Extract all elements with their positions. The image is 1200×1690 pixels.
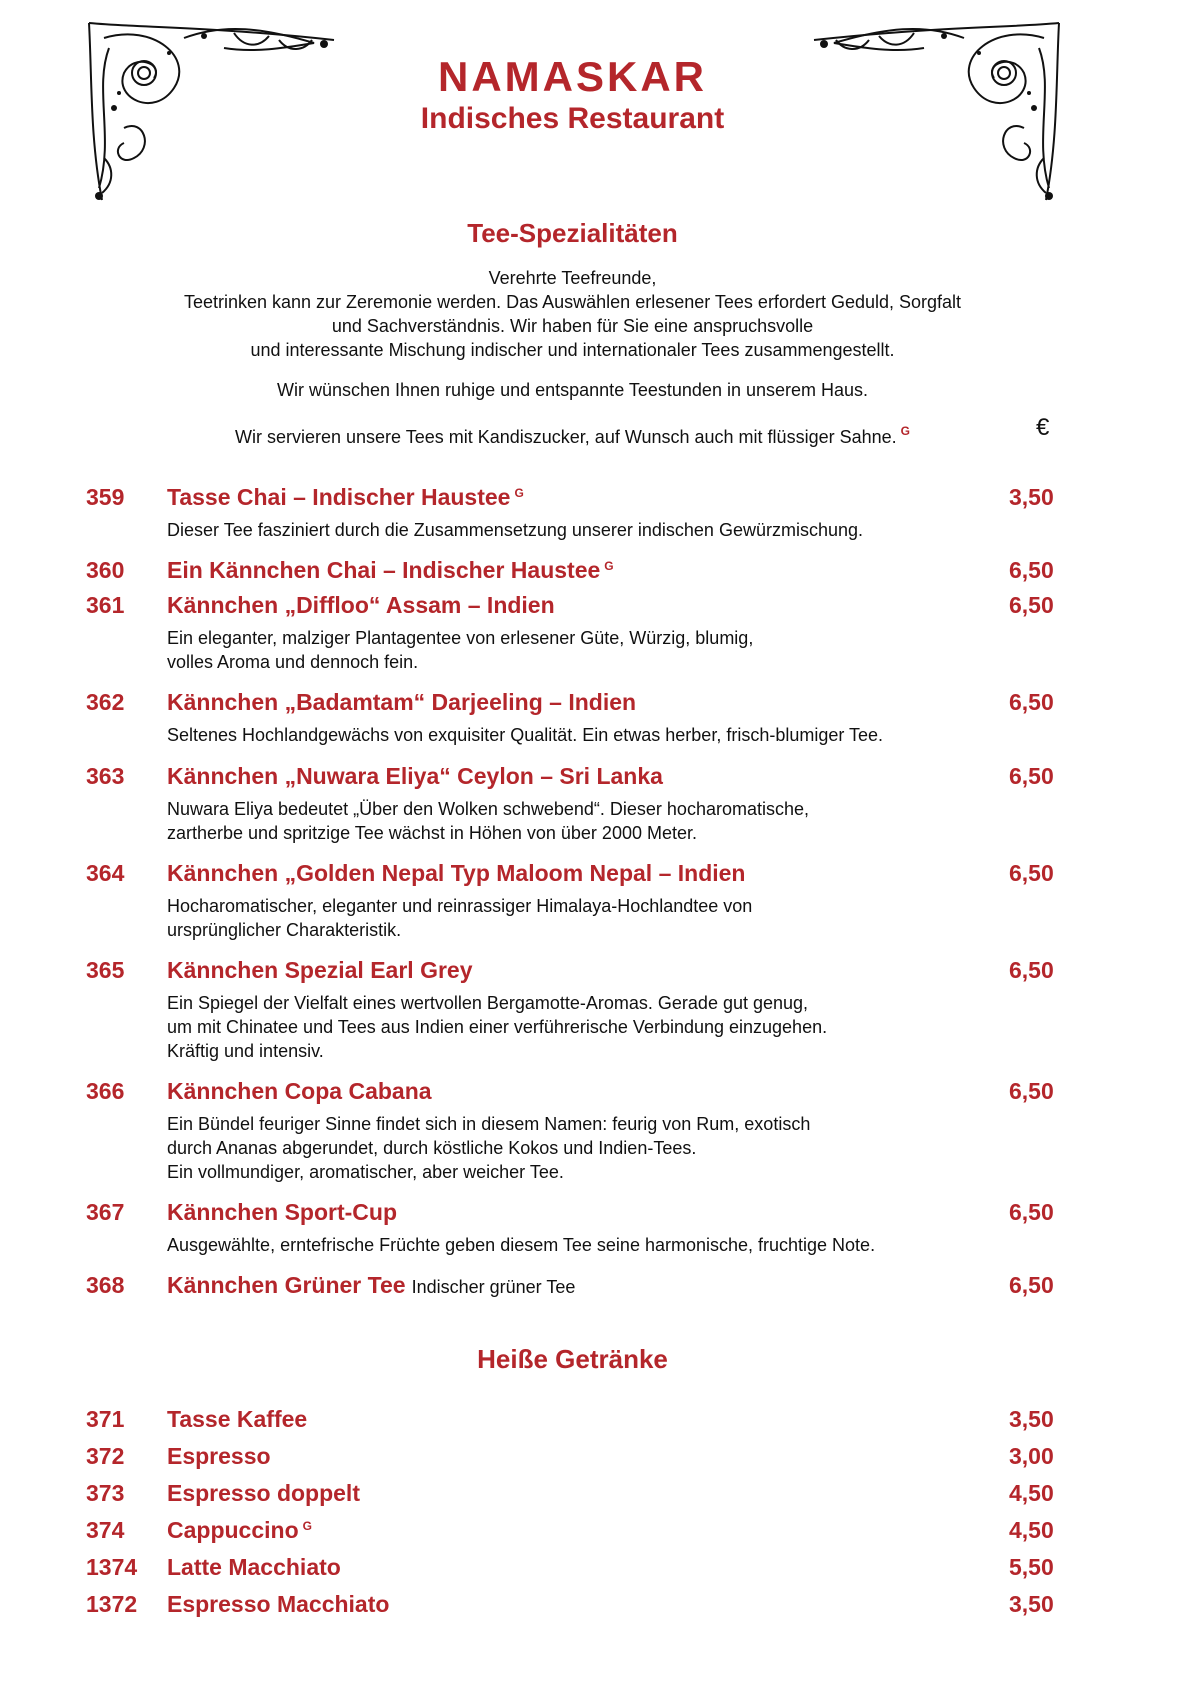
item-price: 3,50 (1009, 1406, 1054, 1432)
allergen-mark: G (604, 559, 614, 573)
item-price: 6,50 (1009, 1199, 1054, 1225)
restaurant-name: NAMASKAR (438, 53, 707, 100)
item-inline-description: Indischer grüner Tee (411, 1277, 576, 1297)
item-price: 6,50 (1009, 860, 1054, 886)
restaurant-header (0, 54, 1145, 136)
item-number: 374 (86, 1517, 125, 1543)
hot-drinks-section-title: Heiße Getränke (477, 1344, 668, 1374)
item-description: Ein Bündel feuriger Sinne findet sich in diesem Namen: feurig von Rum, exotisch durch Ananas abgerundet, durch köstliche Kokos und Indien-Tees. Ein vollmundiger, aromatischer, aber weicher Tee. (167, 1114, 811, 1182)
item-number: 365 (86, 957, 125, 983)
item-price: 6,50 (1009, 1078, 1054, 1104)
serve-note-text: Wir servieren unsere Tees mit Kandiszucker, auf Wunsch auch mit flüssiger Sahne. (235, 427, 897, 447)
tea-wish: Wir wünschen Ihnen ruhige und entspannte Teestunden in unserem Haus. (276, 380, 869, 400)
item-name: Kännchen „Nuwara Eliya“ Ceylon – Sri Lanka (167, 763, 663, 789)
item-price: 3,50 (1009, 484, 1054, 510)
item-price: 6,50 (1009, 1272, 1054, 1298)
item-price: 4,50 (1009, 1517, 1054, 1543)
item-description: Nuwara Eliya bedeutet „Über den Wolken schwebend“. Dieser hocharomatische, zartherbe und spritzige Tee wächst in Höhen von über 2000 Meter. (167, 799, 809, 843)
item-number: 373 (86, 1480, 125, 1506)
item-price: 6,50 (1009, 689, 1054, 715)
item-name: Ein Kännchen Chai – Indischer Haustee $^G$ (167, 557, 614, 583)
item-number: 361 (86, 592, 125, 618)
item-number: 363 (86, 763, 125, 789)
currency-symbol: € (1036, 414, 1050, 441)
intro-line: und Sachverständnis. Wir haben für Sie eine anspruchsvolle (331, 316, 814, 336)
item-name: Kännchen Grüner Tee Indischer grüner Tee (167, 1272, 576, 1298)
item-description: Ein eleganter, malziger Plantagentee von erlesener Güte, Würzig, blumig, volles Aroma und dennoch fein. (167, 628, 754, 672)
item-name: Cappuccino $^G$ (167, 1517, 312, 1543)
allergen-mark: G (302, 1519, 312, 1533)
allergen-mark: G (900, 424, 910, 438)
item-price: 6,50 (1009, 957, 1054, 983)
tea-intro (0, 266, 1145, 362)
item-name: Kännchen Sport-Cup (167, 1199, 397, 1225)
item-name: Kännchen „Badamtam“ Darjeeling – Indien (167, 689, 637, 715)
item-number: 368 (86, 1272, 125, 1298)
tea-section-title: Tee-Spezialitäten (467, 218, 678, 248)
item-description: Ein Spiegel der Vielfalt eines wertvollen Bergamotte-Aromas. Gerade gut genug, um mit Chinatee und Tees aus Indien einer verführerische Verbindung einzugehen. Kräftig und intensiv. (167, 993, 828, 1061)
intro-line: und interessante Mischung indischer und internationaler Tees zusammengestellt. (250, 340, 895, 360)
item-price: 4,50 (1009, 1480, 1054, 1506)
item-price: 5,50 (1009, 1554, 1054, 1580)
item-price: 6,50 (1009, 557, 1054, 583)
item-name: Kännchen „Golden Nepal Typ Maloom Nepal – Indien (167, 860, 746, 886)
item-number: 364 (86, 860, 125, 886)
allergen-mark: G (514, 486, 524, 500)
item-name: Latte Macchiato (167, 1554, 341, 1580)
intro-line: Verehrte Teefreunde, (488, 268, 657, 288)
item-name: Espresso doppelt (167, 1480, 360, 1506)
item-description: Ausgewählte, erntefrische Früchte geben diesem Tee seine harmonische, fruchtige Note. (167, 1235, 876, 1255)
restaurant-subtitle: Indisches Restaurant (420, 102, 725, 135)
item-name: Kännchen Spezial Earl Grey (167, 957, 473, 983)
item-price: 3,00 (1009, 1443, 1054, 1469)
item-name: Espresso (167, 1443, 271, 1469)
item-price: 3,50 (1009, 1591, 1054, 1617)
item-name: Kännchen „Diffloo“ Assam – Indien (167, 592, 555, 618)
item-number: 367 (86, 1199, 125, 1225)
item-name: Kännchen Copa Cabana (167, 1078, 432, 1104)
item-description: Hocharomatischer, eleganter und reinrassiger Himalaya-Hochlandtee von ursprünglicher Charakteristik. (167, 896, 753, 940)
item-price: 6,50 (1009, 763, 1054, 789)
item-number: 360 (86, 557, 125, 583)
item-name: Tasse Chai – Indischer Haustee $^G$ (167, 484, 524, 510)
item-number: 372 (86, 1443, 125, 1469)
intro-line: Teetrinken kann zur Zeremonie werden. Das Auswählen erlesener Tees erfordert Geduld, Sorgfalt (183, 292, 962, 312)
item-number: 1372 (86, 1591, 138, 1617)
item-name: Tasse Kaffee (167, 1406, 308, 1432)
item-number: 1374 (86, 1554, 138, 1580)
item-number: 371 (86, 1406, 125, 1432)
item-description: Dieser Tee fasziniert durch die Zusammensetzung unserer indischen Gewürzmischung. (167, 520, 863, 540)
item-number: 362 (86, 689, 125, 715)
item-number: 359 (86, 484, 125, 510)
item-number: 366 (86, 1078, 125, 1104)
serve-note (0, 419, 1145, 449)
item-name: Espresso Macchiato (167, 1591, 390, 1617)
item-price: 6,50 (1009, 592, 1054, 618)
item-description: Seltenes Hochlandgewächs von exquisiter Qualität. Ein etwas herber, frisch-blumiger Tee. (167, 725, 884, 745)
